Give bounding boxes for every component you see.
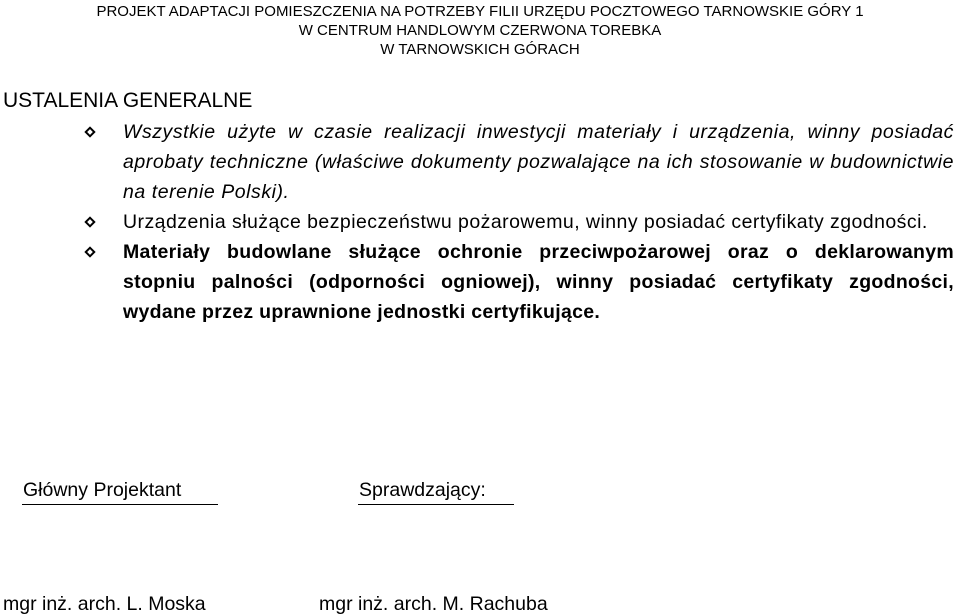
- list-item-text: Urządzenia służące bezpieczeństwu pożarowemu, winny posiadać certyfikaty zgodności.: [123, 211, 928, 233]
- list-item-text: Materiały budowlane służące ochronie przeciwpożarowej oraz o deklarowanym stopniu palności (odporności ogniowej), winny posiadać certyfikaty zgodności, wydane przez uprawnione jednostki certyfikujące.: [123, 241, 954, 323]
- header-line-1: PROJEKT ADAPTACJI POMIESZCZENIA NA POTRZEBY FILII URZĘDU POCZTOWEGO TARNOWSKIE GÓRY 1: [96, 3, 864, 20]
- bullet-icon: [84, 216, 95, 227]
- section-title: USTALENIA GENERALNE: [3, 89, 253, 112]
- chief-designer-label: Główny Projektant: [23, 479, 182, 501]
- list-item: [0, 117, 954, 207]
- header-line-2: W CENTRUM HANDLOWYM CZERWONA TOREBKA: [298, 22, 662, 39]
- list-item-text: Wszystkie użyte w czasie realizacji inwestycji materiały i urządzenia, winny posiadać aprobaty techniczne (właściwe dokumenty pozwalające na ich stosowanie w budownictwie na terenie Polski).: [123, 121, 954, 203]
- bullet-icon: [84, 246, 95, 257]
- header-line-3: W TARNOWSKICH GÓRACH: [380, 41, 580, 58]
- list-item: [0, 237, 954, 327]
- requirements-list: [0, 117, 960, 327]
- reviewer-underline: [358, 504, 514, 505]
- bullet-icon: [84, 126, 95, 137]
- reviewer-name: mgr inż. arch. M. Rachuba: [319, 593, 548, 615]
- document-header: [0, 2, 960, 59]
- chief-designer-underline: [22, 504, 218, 505]
- list-item: [0, 207, 954, 237]
- chief-designer-name: mgr inż. arch. L. Moska: [3, 593, 206, 615]
- reviewer-label: Sprawdzający:: [359, 479, 486, 501]
